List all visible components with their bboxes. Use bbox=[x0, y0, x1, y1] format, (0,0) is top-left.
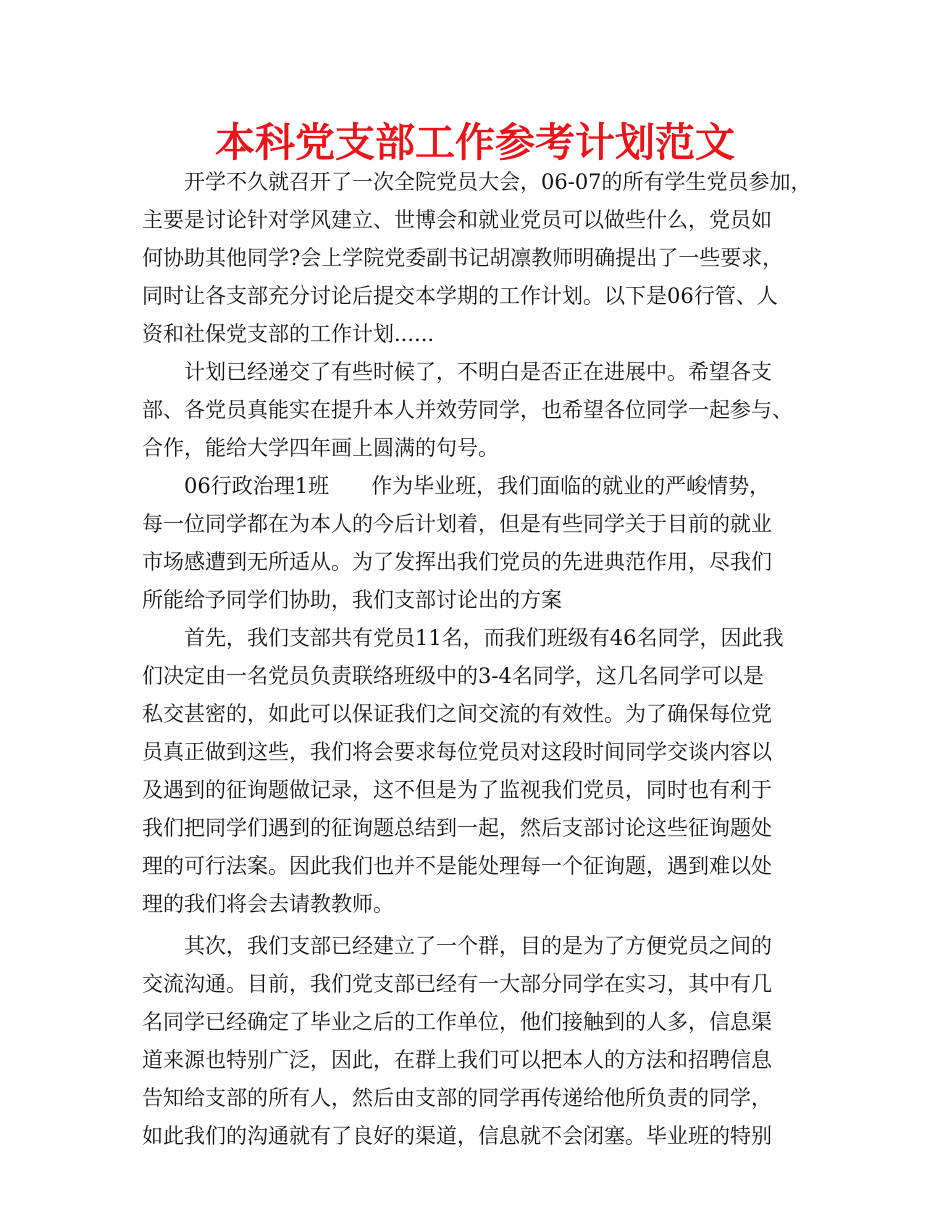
paragraph-line: 及遇到的征询题做记录，这不但是为了监视我们党员，同时也有利于 bbox=[142, 778, 772, 802]
paragraph-line: 道来源也特别广泛，因此，在群上我们可以把本人的方法和招聘信息 bbox=[142, 1048, 772, 1072]
paragraph-line: 06行政治理1班 作为毕业班，我们面临的就业的严峻情势， bbox=[184, 474, 771, 498]
paragraph-line: 所能给予同学们协助，我们支部讨论出的方案 bbox=[142, 588, 562, 612]
paragraph-line: 员真正做到这些，我们将会要求每位党员对这段时间同学交谈内容以 bbox=[142, 740, 772, 764]
paragraph-line: 私交甚密的，如此可以保证我们之间交流的有效性。为了确保每位党 bbox=[142, 702, 772, 726]
paragraph-line: 资和社保党支部的工作计划...... bbox=[142, 322, 435, 346]
paragraph-line: 首先，我们支部共有党员11名，而我们班级有46名同学，因此我 bbox=[184, 626, 784, 650]
paragraph-line: 理的我们将会去请教教师。 bbox=[142, 892, 394, 916]
paragraph-line: 同时让各支部充分讨论后提交本学期的工作计划。以下是06行管、人 bbox=[142, 284, 778, 308]
paragraph-line: 名同学已经确定了毕业之后的工作单位，他们接触到的人多，信息渠 bbox=[142, 1010, 772, 1034]
paragraph-line: 每一位同学都在为本人的今后计划着，但是有些同学关于目前的就业 bbox=[142, 512, 772, 536]
paragraph-line: 我们把同学们遇到的征询题总结到一起，然后支部讨论这些征询题处 bbox=[142, 816, 772, 840]
document-body bbox=[142, 163, 832, 1155]
paragraph-line: 如此我们的沟通就有了良好的渠道，信息就不会闭塞。毕业班的特别 bbox=[142, 1124, 772, 1148]
paragraph-line: 市场感遭到无所适从。为了发挥出我们党员的先进典范作用，尽我们 bbox=[142, 550, 772, 574]
paragraph-line: 其次，我们支部已经建立了一个群，目的是为了方便党员之间的 bbox=[184, 934, 772, 958]
paragraph-line: 们决定由一名党员负责联络班级中的3-4名同学，这几名同学可以是 bbox=[142, 664, 764, 688]
paragraph-line: 主要是讨论针对学风建立、世博会和就业党员可以做些什么，党员如 bbox=[142, 208, 772, 232]
paragraph-line: 何协助其他同学?会上学院党委副书记胡凛教师明确提出了一些要求， bbox=[142, 246, 784, 270]
paragraph-line: 交流沟通。目前，我们党支部已经有一大部分同学在实习，其中有几 bbox=[142, 972, 772, 996]
paragraph-line: 理的可行法案。因此我们也并不是能处理每一个征询题，遇到难以处 bbox=[142, 854, 772, 878]
paragraph-line: 计划已经递交了有些时候了，不明白是否正在进展中。希望各支 bbox=[184, 360, 772, 384]
paragraph-line: 合作，能给大学四年画上圆满的句号。 bbox=[142, 436, 499, 460]
paragraph-line: 部、各党员真能实在提升本人并效劳同学，也希望各位同学一起参与、 bbox=[142, 398, 793, 422]
paragraph-line: 开学不久就召开了一次全院党员大会，06-07的所有学生党员参加， bbox=[184, 170, 812, 194]
paragraph-line: 告知给支部的所有人，然后由支部的同学再传递给他所负责的同学， bbox=[142, 1086, 772, 1110]
document-title: 本科党支部工作参考计划范文 bbox=[215, 120, 735, 166]
